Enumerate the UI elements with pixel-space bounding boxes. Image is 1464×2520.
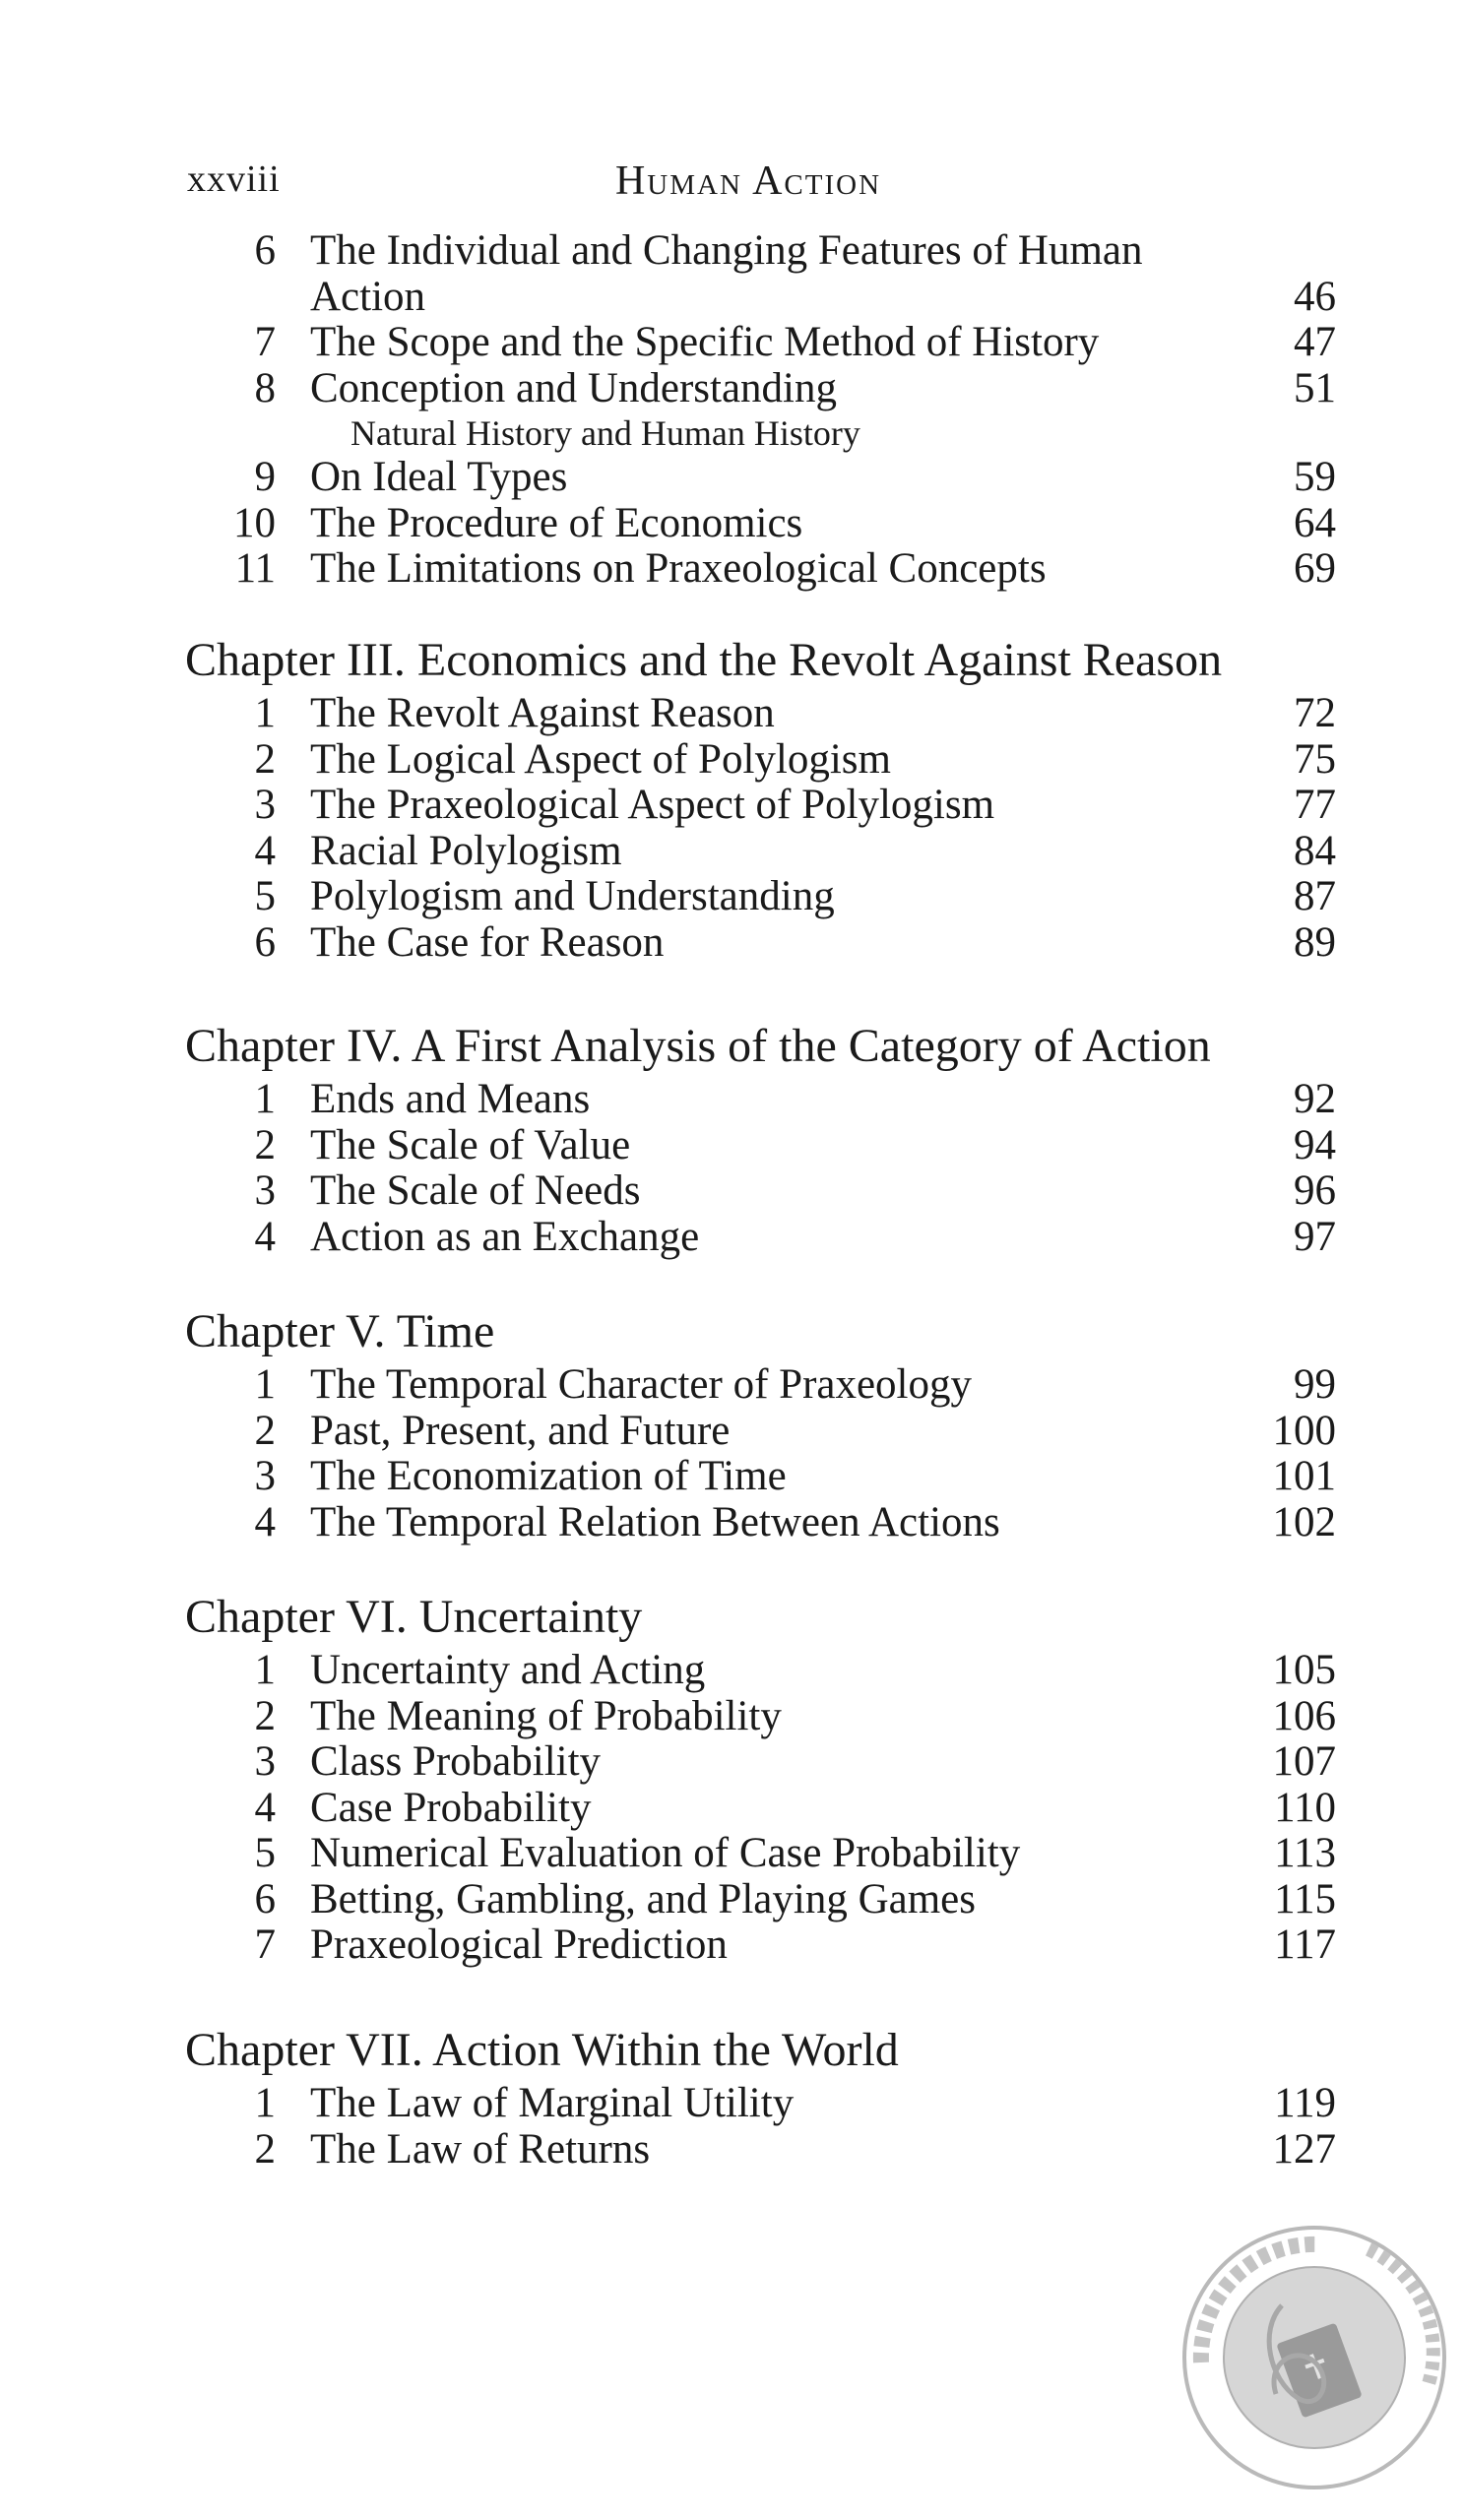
entry-title: The Temporal Relation Between Actions [310,1498,1000,1545]
entry-page: 51 [1294,364,1336,411]
entry-title: The Limitations on Praxeological Concepts [310,545,1047,592]
toc-entry [0,546,1464,593]
toc-entry [0,1123,1464,1169]
entry-title: The Law of Returns [310,2125,651,2173]
toc-entry [0,1877,1464,1923]
entry-page: 101 [1272,1453,1336,1499]
toc-entry [0,691,1464,737]
entry-number: 2 [254,1121,276,1168]
entry-title: The Procedure of Economics [310,499,803,546]
entry-page: 75 [1294,735,1336,783]
entry-number: 4 [254,1498,276,1545]
entry-number: 7 [254,1922,276,1968]
entry-title: Case Probability [310,1784,592,1831]
entry-page: 105 [1272,1647,1336,1693]
entry-number: 7 [254,319,276,365]
toc-entry [0,1648,1464,1694]
toc-entry [0,366,1464,412]
chapter-title: Chapter III. Economics and the Revolt Against Reason [185,634,1223,686]
entry-page: 64 [1294,499,1336,546]
toc-entry [0,874,1464,920]
entry-number: 3 [254,1738,276,1785]
entry-title: The Scope and the Specific Method of History [310,319,1100,365]
entry-number: 2 [254,2125,276,2173]
entry-number: 6 [254,1875,276,1922]
chapter-title: Chapter VI. Uncertainty [185,1591,643,1643]
entry-title: Betting, Gambling, and Playing Games [310,1875,976,1922]
toc-entry [0,1831,1464,1877]
entry-title: Praxeological Prediction [310,1922,728,1968]
entry-page: 117 [1274,1922,1336,1968]
entry-title: The Praxeological Aspect of Polylogism [310,782,995,828]
entry-title: Action as an Exchange [310,1213,700,1260]
entry-title: Polylogism and Understanding [310,873,835,919]
entry-number: 9 [254,454,276,500]
toc-entry [0,737,1464,784]
entry-number: 1 [254,1361,276,1408]
entry-title: The Meaning of Probability [310,1692,782,1739]
toc-entry [0,783,1464,829]
toc-entry [0,1168,1464,1215]
entry-number: 1 [254,690,276,736]
entry-page: 96 [1294,1167,1336,1214]
entry-number: 1 [254,1647,276,1693]
toc-entry [0,1077,1464,1123]
toc-entry [0,1739,1464,1786]
page-number: xxviii [187,158,281,200]
entry-page: 92 [1294,1076,1336,1122]
toc-section [0,1587,1464,1969]
toc-section [0,1016,1464,1260]
chapter-heading [0,1016,1464,1077]
entry-number: 3 [254,1167,276,1214]
book-title: Human Action [614,158,882,204]
entry-number: 1 [254,2080,276,2126]
entry-page: 115 [1274,1875,1336,1922]
toc-entry [0,2081,1464,2127]
entry-title: The Individual and Changing Features of Human [310,227,1143,274]
entry-number: 2 [254,1407,276,1454]
entry-title: Numerical Evaluation of Case Probability [310,1830,1021,1876]
entry-page: 46 [1294,273,1336,320]
chapter-heading [0,630,1464,691]
toc-section [0,1301,1464,1545]
toc-entry [0,920,1464,967]
toc-entry-continuation [0,275,1464,321]
entry-title: The Case for Reason [310,918,665,966]
entry-number: 8 [254,364,276,411]
toc-entry [0,455,1464,501]
entry-page: 106 [1272,1692,1336,1739]
entry-title: The Economization of Time [310,1453,787,1499]
entry-number: 2 [254,735,276,783]
chapter-heading [0,1301,1464,1362]
entry-title: Class Probability [310,1738,602,1785]
entry-page: 113 [1274,1830,1336,1876]
entry-number: 6 [254,918,276,966]
entry-title: Past, Present, and Future [310,1407,731,1454]
chapter-title: Chapter V. Time [185,1305,495,1357]
bookstore-stamp [1172,2215,1457,2500]
entry-page: 102 [1272,1498,1336,1545]
toc-entry [0,501,1464,547]
toc-entry [0,1454,1464,1500]
entry-number: 10 [233,499,276,546]
entry-title: The Scale of Needs [310,1167,641,1214]
entry-page: 72 [1294,690,1336,736]
entry-number: 6 [254,227,276,274]
toc-entry [0,228,1464,275]
toc-entry [0,1500,1464,1546]
subentry-title: Natural History and Human History [350,413,860,453]
entry-page: 87 [1294,873,1336,919]
chapter-title: Chapter IV. A First Analysis of the Category of Action [185,1020,1211,1072]
toc-entry [0,1922,1464,1969]
toc-entry [0,1215,1464,1261]
entry-title: The Law of Marginal Utility [310,2080,795,2126]
entry-page: 94 [1294,1121,1336,1168]
entry-page: 77 [1294,782,1336,828]
entry-number: 4 [254,1213,276,1260]
entry-page: 119 [1274,2080,1336,2126]
entry-title: The Logical Aspect of Polylogism [310,735,891,783]
toc-entry [0,1694,1464,1740]
entry-title: The Scale of Value [310,1121,631,1168]
running-head [187,158,1309,217]
entry-page: 84 [1294,827,1336,874]
entry-number: 3 [254,782,276,828]
chapter-title: Chapter VII. Action Within the World [185,2024,899,2076]
chapter-heading [0,2020,1464,2081]
entry-title: Ends and Means [310,1076,591,1122]
toc-entry [0,2127,1464,2174]
toc-entry [0,829,1464,875]
toc-entry [0,1409,1464,1455]
entry-page: 110 [1274,1784,1336,1831]
entry-number: 5 [254,1830,276,1876]
entry-title: Uncertainty and Acting [310,1647,706,1693]
entry-page: 100 [1272,1407,1336,1454]
chapter-heading [0,1587,1464,1648]
entry-number: 3 [254,1453,276,1499]
entry-title: The Temporal Character of Praxeology [310,1361,973,1408]
toc-entry [0,320,1464,366]
toc-entry [0,1362,1464,1409]
entry-number: 11 [234,545,276,592]
entry-page: 89 [1294,918,1336,966]
toc-section [0,228,1464,593]
toc-section [0,630,1464,966]
entry-title: The Revolt Against Reason [310,690,775,736]
entry-number: 4 [254,827,276,874]
entry-number: 2 [254,1692,276,1739]
entry-title: On Ideal Types [310,454,568,500]
entry-title-continued: Action [310,273,426,320]
entry-title: Racial Polylogism [310,827,622,874]
entry-page: 127 [1272,2125,1336,2173]
entry-title: Conception and Understanding [310,364,838,411]
toc-entry [0,1786,1464,1832]
entry-page: 99 [1294,1361,1336,1408]
entry-number: 1 [254,1076,276,1122]
entry-page: 97 [1294,1213,1336,1260]
entry-number: 5 [254,873,276,919]
entry-page: 69 [1294,545,1336,592]
entry-number: 4 [254,1784,276,1831]
toc-subentry [0,411,1464,455]
entry-page: 107 [1272,1738,1336,1785]
toc-section [0,2020,1464,2173]
entry-page: 59 [1294,454,1336,500]
entry-page: 47 [1294,319,1336,365]
